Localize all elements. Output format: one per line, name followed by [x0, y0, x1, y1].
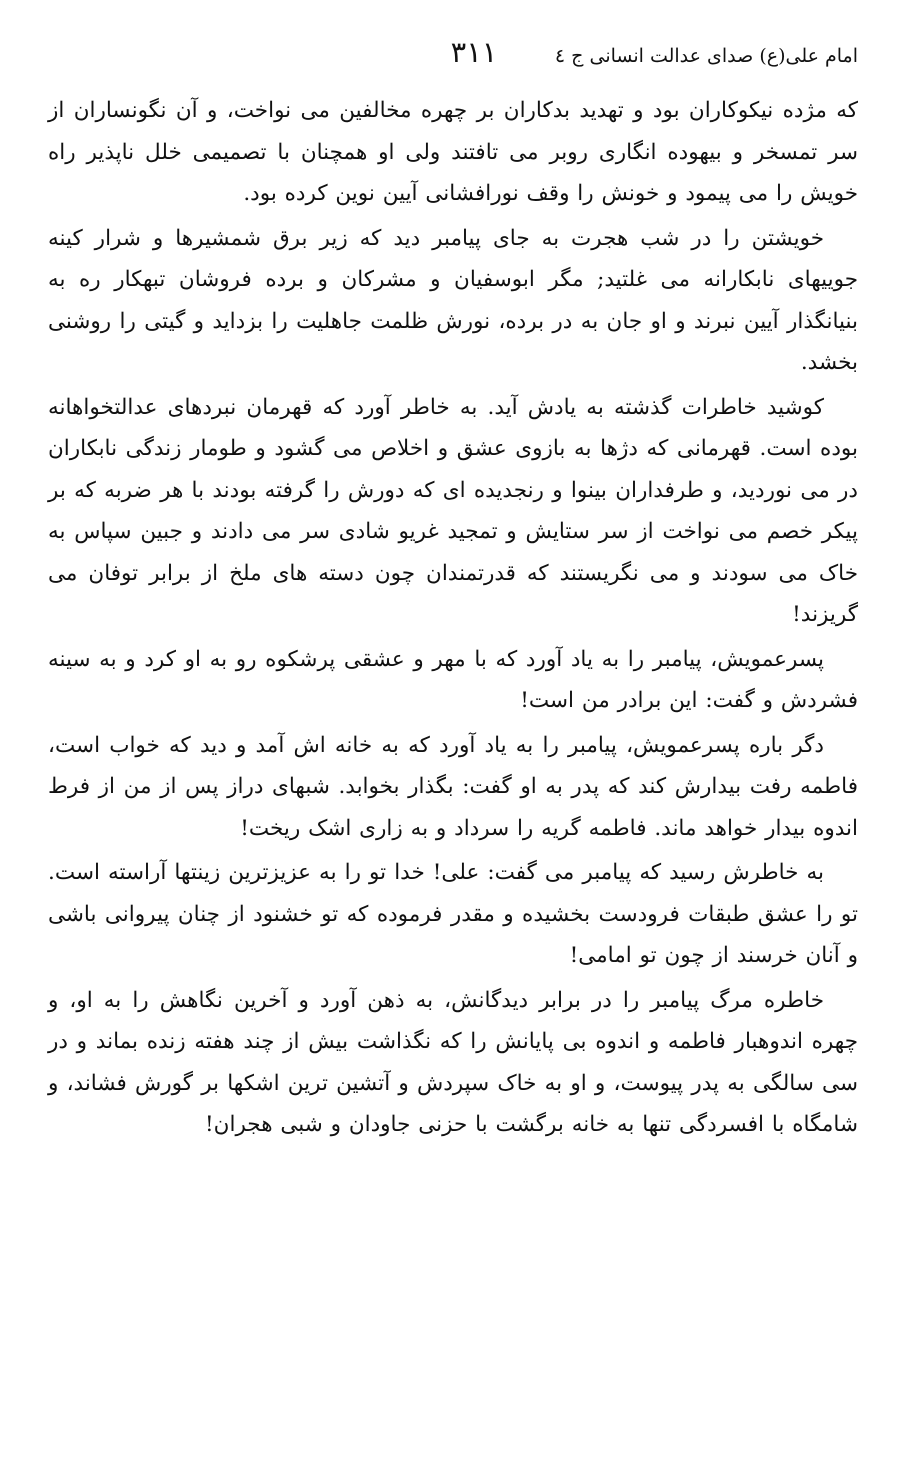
paragraph-night-of-migration: خویشتن را در شب هجرت به جای پیامبر دید که زیر برق شمشیرها و شرار کینه جوییهای نابکارانه می غلتید; مگر ابوسفیان و مشرکان و برده فروشان تبهکار ره به بنیانگذار آیین نبرند و او جان به در برده، نورش ظلمت جاهلیت را بزداید و گیتی را روشنی بخشد.: [48, 225, 858, 375]
book-title: امام علی(ع) صدای عدالت انسانی ج ٤: [554, 45, 858, 67]
paragraph-fatima-memory: دگر باره پسرعمویش، پیامبر را به یاد آورد که به خانه اش آمد و دید که خواب است، فاطمه رفت بیدارش کند که پدر به او گفت: بگذار بخوابد. شبهای دراز پس از من از فرط اندوه بیدار خواهد ماند. فاطمه گریه را سرداد و به زاری اشک ریخت!: [48, 732, 858, 841]
paragraph-continued-text: که مژده نیکوکاران بود و تهدید بدکاران بر چهره مخالفین می نواخت، و آن نگونساران از سر تمسخر و بیهوده انگاری روبر می تافتند ولی او همچنان با تصمیمی خلل ناپذیر راه خویش را می پیمود و خونش را وقف نورافشانی آیین نوین کرده بود.: [48, 98, 858, 206]
page-number: ٣١١: [450, 35, 498, 69]
paragraph-prophet-saying: به خاطرش رسید که پیامبر می گفت: علی! خدا تو را به عزیزترین زینتها آراسته است. تو را عشق طبقات فرودست بخشیده و مقدر فرموده که تو خشنود از چنان پیروانی باشی و آنان خرسند از چون تو امامی!: [48, 860, 858, 968]
paragraph-prophet-death: خاطره مرگ پیامبر را در برابر دیدگانش، به ذهن آورد و آخرین نگاهش را به او، و چهره اندوهبار فاطمه و اندوه بی پایانش را که نگذاشت بیش از چند هفته زنده بماند و در سی سالگی به پدر پیوست، و او به خاک سپردش و آتشین ترین اشکها بر گورش فشاند، و شامگاه با افسردگی تنها به خانه برگشت با حزنی جاودان و شبی هجران!: [48, 987, 858, 1137]
paragraph-brother-memory: پسرعمویش، پیامبر را به یاد آورد که با مهر و عشقی پرشکوه رو به او کرد و به سینه فشردش و گفت: این برادر من است!: [48, 646, 858, 713]
paragraph-past-memories: کوشید خاطرات گذشته به یادش آید. به خاطر آورد که قهرمان نبردهای عدالتخواهانه بوده است. قهرمانی که دژها به بازوی عشق و اخلاص می گشود و طومار زندگی نابکاران در می نوردید، و طرفداران بینوا و رنجدیده ای که دورش را گرفته بودند با هر ضربه که بر پیکر خصم می نواخت از سر ستایش و تمجید غریو شادی سر می دادند و جبین سپاس به خاک می سودند و می نگریستند که قدرتمندان چون دسته های ملخ از برابر توفان می گریزند!: [48, 394, 859, 627]
body-text: [48, 90, 858, 1146]
running-header: [40, 34, 858, 78]
